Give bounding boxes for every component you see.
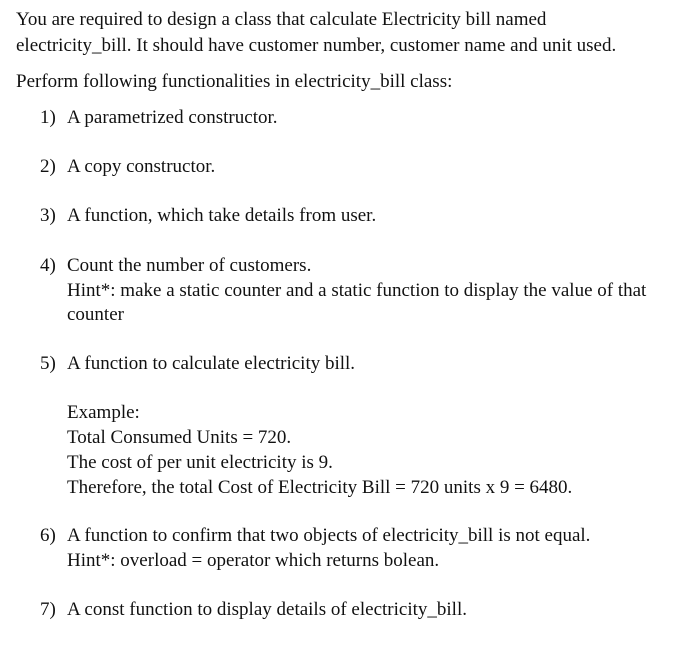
example-line-2: The cost of per unit electricity is 9.	[67, 452, 333, 473]
item-4-hint-line-2: counter	[67, 304, 124, 325]
perform-heading: Perform following functionalities in electricity_bill class:	[16, 71, 453, 92]
item-1-number: 1)	[40, 107, 56, 128]
item-2-text: A copy constructor.	[67, 156, 216, 177]
example-line-1: Total Consumed Units = 720.	[67, 427, 292, 448]
item-4-number: 4)	[40, 255, 56, 276]
item-5-text: A function to calculate electricity bill.	[67, 353, 356, 374]
item-4-text: Count the number of customers.	[67, 255, 312, 276]
item-2-number: 2)	[40, 156, 56, 177]
example-line-3: Therefore, the total Cost of Electricity Bill = 720 units x 9 = 6480.	[67, 477, 573, 498]
item-4-hint-line-1: Hint*: make a static counter and a static function to display the value of that	[67, 280, 647, 301]
item-7-text: A const function to display details of electricity_bill.	[67, 599, 467, 620]
item-1-text: A parametrized constructor.	[67, 107, 278, 128]
item-3-number: 3)	[40, 205, 56, 226]
item-3-text: A function, which take details from user.	[67, 205, 377, 226]
item-6-hint-line-1: Hint*: overload = operator which returns bolean.	[67, 550, 440, 571]
item-6-text: A function to confirm that two objects of electricity_bill is not equal.	[67, 525, 591, 546]
item-5-number: 5)	[40, 353, 56, 374]
example-heading: Example:	[67, 402, 140, 423]
intro-line-1: You are required to design a class that calculate Electricity bill named	[16, 9, 547, 30]
intro-line-2: electricity_bill. It should have customer number, customer name and unit used.	[16, 35, 617, 56]
item-6-number: 6)	[40, 525, 56, 546]
item-7-number: 7)	[40, 599, 56, 620]
